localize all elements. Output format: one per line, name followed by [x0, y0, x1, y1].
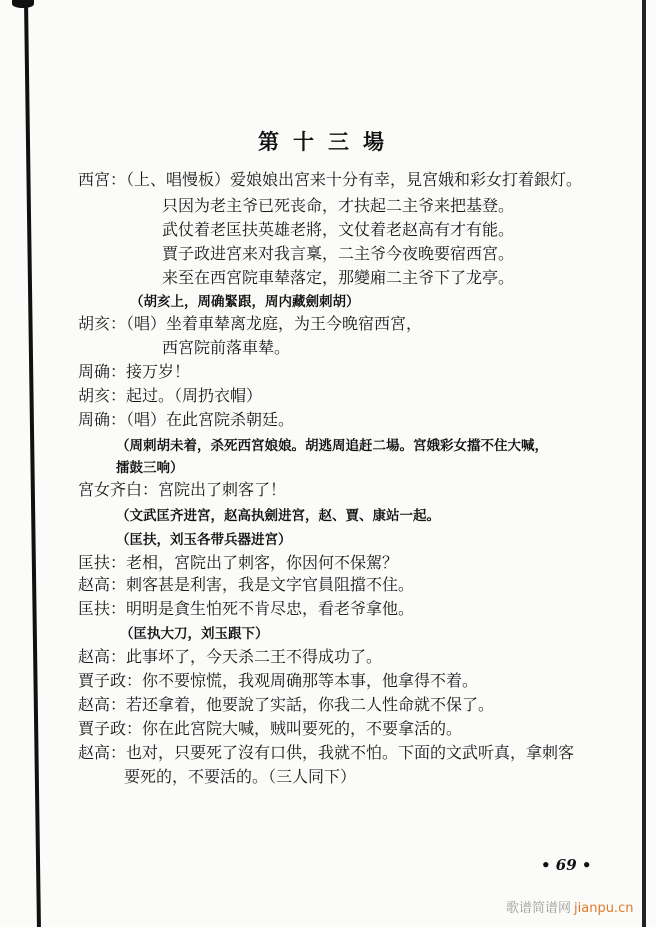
- dialogue-text: 你在此宮院大喊，贼叫要死的，不要拿活的。: [142, 719, 463, 738]
- dialogue-line: [78, 695, 494, 715]
- dialogue-line: [78, 743, 574, 763]
- stage-direction: [120, 624, 269, 644]
- speaker-name: 周确：: [78, 410, 127, 429]
- dialogue-line: [78, 480, 286, 500]
- dialogue-text: 西宮院前落車辇。: [162, 338, 291, 357]
- dialogue-line: [78, 410, 294, 430]
- speaker-name: 賈子政：: [78, 671, 143, 690]
- stage-direction-text: （匡执大刀，刘玉跟下）: [120, 626, 269, 642]
- dialogue-line: [162, 220, 514, 240]
- stage-direction: [116, 436, 548, 456]
- scene-title: 第十三場: [258, 130, 398, 154]
- stage-direction-text: （文武匡齐进宮，赵高执劍进宮，赵、賈、康站一起。: [116, 508, 440, 524]
- dialogue-line: [78, 386, 262, 406]
- stage-direction: [116, 458, 184, 478]
- dialogue-line: [78, 719, 462, 739]
- dialogue-line: [78, 362, 190, 382]
- dialogue-text: 宮院出了刺客了！: [158, 480, 287, 499]
- speaker-name: 赵高：: [78, 695, 127, 714]
- dialogue-text: 要死的，不要活的。（三人同下）: [124, 767, 357, 786]
- dialogue-text: 接万岁！: [126, 362, 191, 381]
- dialogue-text: 武仗着老匡扶英雄老將，文仗着老赵高有才有能。: [162, 220, 515, 239]
- dialogue-text: 你不要惊慌，我观周确那等本事，他拿得不着。: [142, 671, 479, 690]
- dialogue-text: 若还拿着，他要說了实話，你我二人性命就不保了。: [126, 695, 495, 714]
- speaker-name: 赵高：: [78, 575, 127, 594]
- speaker-name: 匡扶：: [78, 553, 127, 572]
- dialogue-line: [162, 268, 514, 288]
- dialogue-text: 明明是貪生怕死不肯尽忠，看老爷拿他。: [126, 599, 415, 618]
- stage-direction-text: （匡扶，刘玉各带兵器进宮）: [116, 532, 292, 548]
- page-binding-cap: [12, 0, 34, 8]
- dialogue-line: [78, 599, 414, 619]
- dialogue-text: 来至在西宮院車辇落定，那變廂二主爷下了龙亭。: [162, 268, 515, 287]
- speaker-name: 匡扶：: [78, 599, 127, 618]
- dialogue-text: 此事坏了，今天杀二王不得成功了。: [126, 647, 383, 666]
- dialogue-text: 賈子政进宮来对我言稟，二主爷今夜晚要宿西宮。: [162, 244, 515, 263]
- dialogue-text: （上、唱慢板）爱娘娘出宮来十分有幸，見宮娥和彩女打着銀灯。: [126, 170, 583, 189]
- stage-direction-text: （周刺胡未着，杀死西宮娘娘。胡逃周追赶二場。宮娥彩女擋不住大喊，: [116, 438, 548, 454]
- dialogue-line: [162, 338, 290, 358]
- dialogue-line: [78, 170, 582, 190]
- dialogue-text: 只因为老主爷已死丧命，才扶起二主爷来把基登。: [162, 196, 515, 215]
- speaker-name: 赵高：: [78, 743, 127, 762]
- dialogue-line: [78, 647, 382, 667]
- dialogue-line: [124, 767, 356, 787]
- speaker-name: 周确：: [78, 362, 127, 381]
- speaker-name: 賈子政：: [78, 719, 143, 738]
- dialogue-text: 起过。（周扔衣帽）: [126, 386, 263, 405]
- stage-direction-text: 擂鼓三响）: [116, 460, 184, 476]
- dialogue-line: [78, 553, 398, 573]
- stage-direction: [116, 530, 292, 550]
- watermark-url: jianpu.cn: [574, 901, 634, 916]
- dialogue-text: （唱）坐着車辇离龙庭，为王今晚宿西宮，: [126, 314, 423, 333]
- dialogue-line: [78, 575, 414, 595]
- dialogue-line: [78, 671, 478, 691]
- speaker-name: 胡亥：: [78, 314, 127, 333]
- dialogue-text: 也对，只要死了沒有口供，我就不怕。下面的文武听真，拿刺客: [126, 743, 575, 762]
- watermark: [506, 897, 633, 916]
- watermark-text: 歌谱简谱网: [506, 901, 572, 916]
- dialogue-text: 刺客甚是利害，我是文字官員阻擋不住。: [126, 575, 415, 594]
- stage-direction-text: （胡亥上，周确緊跟，周内藏劍刺胡）: [130, 294, 360, 310]
- page-number: • 69 •: [541, 856, 592, 874]
- stage-direction: [130, 292, 360, 312]
- dialogue-line: [162, 244, 514, 264]
- speaker-name: 胡亥：: [78, 386, 127, 405]
- dialogue-line: [78, 314, 422, 334]
- dialogue-line: [162, 196, 514, 216]
- dialogue-text: 老相，宮院出了刺客，你因何不保駕？: [126, 553, 399, 572]
- speaker-name: 西宮：: [78, 170, 127, 189]
- dialogue-text: （唱）在此宮院杀朝廷。: [126, 410, 295, 429]
- speaker-name: 赵高：: [78, 647, 127, 666]
- stage-direction: [116, 506, 440, 526]
- speaker-name: 宮女齐白：: [78, 480, 159, 499]
